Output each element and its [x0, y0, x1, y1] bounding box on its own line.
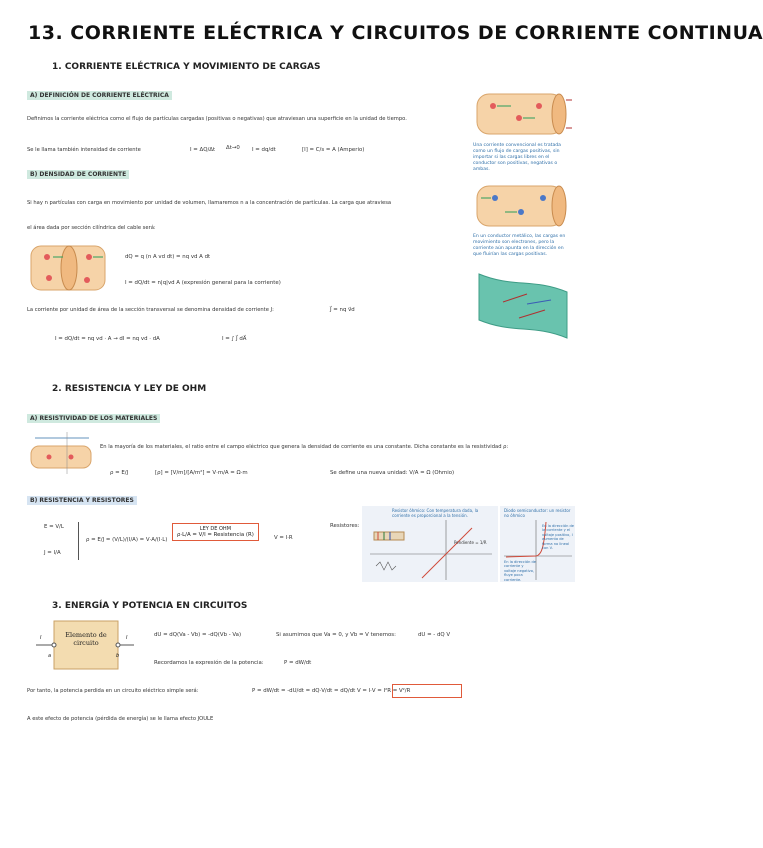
- current-unit: [I] = C/s = A (Amperio): [302, 147, 365, 153]
- resistivity-text: En la mayoría de los materiales, el ratio entre el campo eléctrico que genera la densidad de corriente es una constante. Dicha constante es la resistividad ρ:: [100, 444, 509, 450]
- assumption-text: Si asumimos que Va = 0, y Vb = V tenemos:: [276, 632, 396, 638]
- current-surface-figure: [473, 268, 573, 342]
- diode-positive-note: En la dirección de la corriente y el voltaje positivo, I aumenta de forma no lineal con V.: [542, 524, 574, 551]
- section-3-heading: 3. ENERGÍA Y POTENCIA EN CIRCUITOS: [52, 601, 248, 611]
- formula-current-general: I = dQ/dt = n|q|vd A (expresión general para la corriente): [125, 280, 281, 286]
- formula-rho-derived: ρ = E/J = (V/L)/(I/A) = V·A/(I·L): [86, 537, 168, 543]
- caption-metal-conductor: En un conductor metálico, las cargas en movimiento son electrones, pero la corriente aún apunta en la dirección en que fluirían las cargas positivas.: [473, 234, 566, 257]
- formula-du-simplified: dU = - dQ V: [418, 632, 451, 638]
- formula-limit: Δt→0: [226, 145, 240, 151]
- formula-power: P = dW/dt: [284, 660, 312, 666]
- definition-text: Definimos la corriente eléctrica como el flujo de partículas cargadas (positivas o negativas) que atraviesan una superficie en la unidad de tiempo.: [27, 116, 407, 122]
- ohm-law-box: [172, 523, 259, 541]
- formula-dq: dQ = q (n A vd dt) = nq vd A dt: [125, 254, 211, 260]
- conductor-cylinder-diagram: [27, 240, 109, 296]
- resistivity-wire-figure: [27, 428, 97, 478]
- density-text-1: Si hay n partículas con carga en movimiento por unidad de volumen, llamaremos n a la concentración de partículas. La carga que atraviesa: [27, 200, 392, 206]
- formula-i-delta: I = ΔQ/Δt: [190, 147, 216, 153]
- subsection-b-label: B) DENSIDAD DE CORRIENTE: [27, 170, 129, 179]
- caption-conventional-current: Una corriente convencional es tratada como un flujo de cargas positivas, sin importar si las cargas libres en el conductor son positivas, negativas o ambas.: [473, 143, 561, 172]
- power-result-box: [392, 684, 462, 698]
- node-a: a: [48, 653, 52, 659]
- electron-flow-figure: [473, 180, 573, 232]
- intensity-text: Se le llama también intensidad de corriente: [27, 147, 141, 153]
- node-b: b: [116, 653, 120, 659]
- resistors-label: B) RESISTENCIA Y RESISTORES: [27, 496, 137, 505]
- circuit-element-label: Elemento de circuito: [65, 631, 107, 647]
- density-text-3: La corriente por unidad de área de la sección transversal se denomina densidad de corriente J:: [27, 307, 274, 313]
- formula-rho-units: [ρ] = [V/m]/[A/m²] = V·m/A = Ω·m: [155, 470, 248, 476]
- diode-graph-panel: [500, 506, 575, 582]
- formula-power-loss: P = dW/dt = -dU/dt = dQ·V/dt = dQ/dt V = I·V = I²R = V²/R: [252, 688, 411, 694]
- formula-rho: ρ = E/J: [110, 470, 129, 476]
- current-in-label: I: [40, 635, 42, 641]
- formula-integral: I = ∫ J⃗ dA⃗: [222, 336, 247, 342]
- ohmic-graph-panel: [362, 506, 498, 582]
- brace-divider: [78, 522, 80, 560]
- ohm-unit-definition: Se define una nueva unidad: V/A = Ω (Ohmio): [330, 470, 455, 476]
- ohmic-caption: Resistor óhmico: Con temperatura dada, la corriente es proporcional a la tensión.: [392, 508, 479, 518]
- resistivity-label: A) RESISTIVIDAD DE LOS MATERIALES: [27, 414, 160, 423]
- power-loss-text: Por tanto, la potencia perdida en un circuito eléctrico simple será:: [27, 688, 199, 694]
- section-2-heading: 2. RESISTENCIA Y LEY DE OHM: [52, 384, 207, 394]
- formula-v-ir: V = I·R: [274, 535, 293, 541]
- formula-du: dU = dQ(Va - Vb) = -dQ(Vb - Va): [154, 632, 242, 638]
- section-1-heading: 1. CORRIENTE ELÉCTRICA Y MOVIMIENTO DE CARGAS: [52, 62, 321, 72]
- joule-effect-text: A este efecto de potencia (pérdida de energía) se le llama efecto JOULE: [27, 716, 214, 722]
- diode-caption: Diodo semiconductor: un resistor no óhmico: [504, 508, 571, 518]
- slope-label: Pendiente = 1/R: [454, 540, 487, 545]
- formula-di: I = dQ/dt = nq vd · A → dI = nq vd · dA: [55, 336, 160, 342]
- ohm-law-formula: ρ·L/A = V/I = Resistencia (R): [177, 532, 254, 538]
- subsection-a-label: A) DEFINICIÓN DE CORRIENTE ELÉCTRICA: [27, 91, 172, 100]
- formula-j-current: J = I/A: [44, 550, 61, 556]
- page-title: 13. CORRIENTE ELÉCTRICA Y CIRCUITOS DE CORRIENTE CONTINUA: [28, 22, 763, 44]
- positive-charge-flow-figure: [473, 88, 573, 140]
- current-out-label: I: [126, 635, 128, 641]
- formula-i-derivative: I = dq/dt: [252, 147, 276, 153]
- diode-negative-note: En la dirección de corriente y voltaje negativo, fluye poca corriente.: [504, 560, 536, 582]
- resistors-heading: Resistores:: [330, 523, 360, 529]
- power-reminder: Recordamos la expresión de la potencia:: [154, 660, 264, 666]
- density-text-2: el área dada por sección cilíndrica del cable será:: [27, 225, 156, 231]
- ohm-law-title: LEY DE OHM: [199, 526, 232, 532]
- circuit-element-figure: [36, 617, 134, 675]
- formula-j-vector: J⃗ = nq v⃗d: [330, 307, 355, 313]
- formula-e-field: E = V/L: [44, 524, 64, 530]
